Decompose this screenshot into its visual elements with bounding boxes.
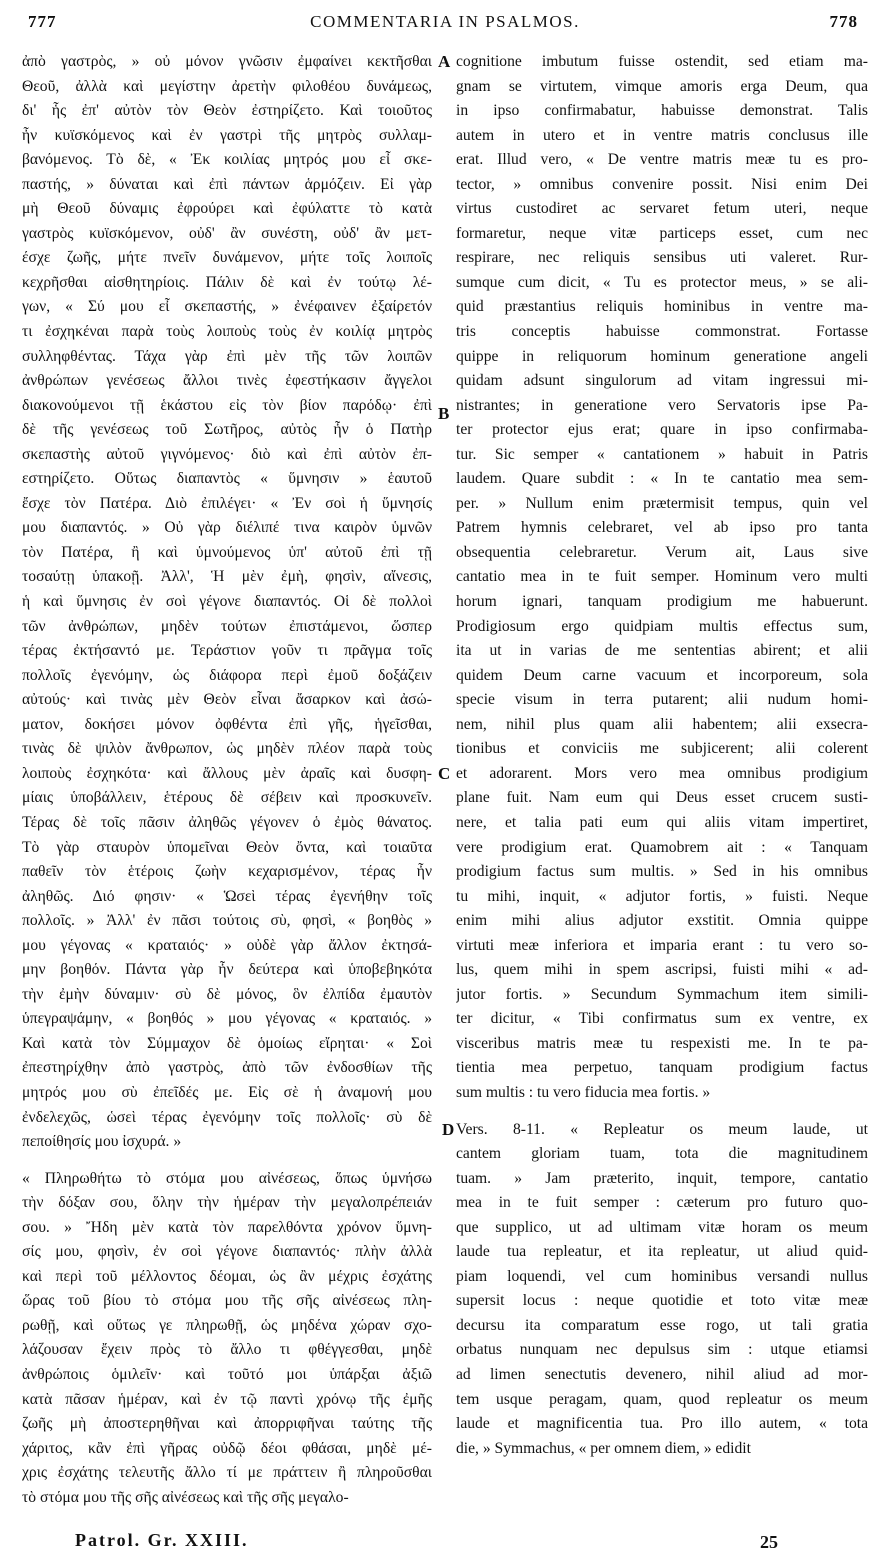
text-line: αὐτούς· καὶ τινὰς μὲν Θεὸν εἶναι ἄσαρκον καὶ ἀσώ- (22, 691, 432, 709)
paragraph-gap (456, 1106, 868, 1118)
text-line: τὴν ἐμὴν δύναμιν· σὺ δὲ μόνος, ὃν ἐλπίδα ἐμαυτὸν (22, 985, 432, 1003)
text-line: laude tua repleatur, et ita repleatur, ut aliud quid- (456, 1243, 868, 1261)
text-line: tris conceptis habuisse commonstrat. Fortasse (456, 323, 868, 341)
text-line: παστής, » δύναται καὶ ἐπὶ πάντων ἁρμόζειν. Εἰ γὰρ (22, 175, 432, 193)
text-line: Prodigiosum ergo quidpiam multis effectus sum, (456, 617, 868, 635)
text-line: specie visum in terra putarent; alii nudum homi- (456, 691, 868, 709)
text-line: δὲ τῆς γενέσεως τοῦ Σωτῆρος, αὐτὸς ἦν ὁ Πατὴρ (22, 421, 432, 439)
text-line: tector, » omnibus convenire possit. Nisi enim Dei (456, 175, 868, 193)
text-line: laudem. Quare subdit : « In te cantatio mea sem- (456, 470, 868, 488)
section-marker-c: C (438, 764, 451, 783)
text-line: τὴν δόξαν σου, ὅλην τὴν ἡμέραν τὴν μεγαλοπρέπειάν (22, 1194, 432, 1212)
text-line: vere prodigium erat. Quamobrem ait : « Tanquam (456, 838, 868, 856)
text-line: Τὸ γὰρ σταυρὸν ὑπομεῖναι Θεὸν ὄντα, καὶ τοιαῦτα (22, 838, 432, 856)
paragraph-gap (22, 1155, 432, 1167)
text-line: quippe in reliquorum hominum generatione angeli (456, 347, 868, 365)
text-line: μητρός μου σὺ ἐπεῖδές με. Εἰς σὲ ἡ ἀναμονή μου (22, 1083, 432, 1101)
running-title: COMMENTARIA IN PSALMOS. (310, 12, 580, 31)
text-line: βανόμενος. Τὸ δὲ, « Ἐκ κοιλίας μητρός μου εἶ σκε- (22, 151, 432, 169)
text-line: χάριτος, κἂν ἐπὶ γῆρας οὐδῷ δέοι φθάσαι, μηδὲ μέ- (22, 1439, 432, 1457)
section-marker-a: A (438, 52, 451, 71)
text-line: ἦν κυϊσκόμενος καὶ ἐν γαστρὶ τῆς μητρὸς συλλαμ- (22, 126, 432, 144)
text-line: Καὶ κατὰ τὸν Σύμμαχον δὲ ὁμοίως εἴρηται· « Σοὶ (22, 1034, 432, 1052)
text-line: χρις ἐσχάτης τελευτῆς ἄλλο τί με πράττειν ἢ πληροῦσθαι (22, 1464, 432, 1482)
text-line: horum ignari, tanquam prodigium me habuerunt. (456, 593, 868, 611)
text-line: jutor fortis. » Secundum Symmachum item simili- (456, 985, 868, 1003)
text-line: tem usque peragam, quam, quod repleatur os meum (456, 1390, 868, 1408)
text-line: ὥρας τοῦ βίου τὸ στόμα μου τῆς σῆς αἰνέσεως πλη- (22, 1292, 432, 1310)
text-line: nere, et talia pati eum qui aliis vitam impertiret, (456, 813, 868, 831)
text-line: gnam se virtutem, vimque amoris erga Deum, qua (456, 77, 868, 95)
text-line: συλληφθέντας. Τάχα γὰρ ἐπὶ μὲν τῆς τῶν λοιπῶν (22, 347, 432, 365)
text-line: cantatio mea in te fuit semper. Hominum vero multi (456, 568, 868, 586)
text-line: virtuti meæ inferiora et imparia erant : tu vero so- (456, 936, 868, 954)
text-line: Τέρας δὲ τοῖς πᾶσιν ἀληθῶς γέγονεν ὁ ἐμὸς θάνατος. (22, 813, 432, 831)
text-line: cantem gloriam tuam, tota die magnitudinem (456, 1145, 868, 1163)
text-line: γων, « Σύ μου εἶ σκεπαστής, » ἐνέφαινεν ἐξαίρετόν (22, 298, 432, 316)
text-line: μου διαπαντός. » Οὐ γὰρ διέλιπέ τινα καιρὸν ὑμνῶν (22, 519, 432, 537)
text-line: in ipso confirmabatur, habuisse demonstrat. Talis (456, 102, 868, 120)
text-line: prodigium factus sum multis. » Sed in his omnibus (456, 863, 868, 881)
page-header (0, 0, 890, 40)
text-line: τῶν ἀνθρώπων, μηδὲν τούτων ἐπιστάμενοι, ὥσπερ (22, 617, 432, 635)
text-line: ἀνθρώποις ὁμιλεῖν· καὶ τοῦτό μοι ὑπάρξαι ἀξιῶ (22, 1365, 432, 1383)
text-line: enim mihi alius adjutor exstitit. Omnia quippe (456, 912, 868, 930)
text-line: quid præstantius reliquis hominibus in ventre ma- (456, 298, 868, 316)
text-line: mea in te fuit semper : cæterum pro futuro quo- (456, 1194, 868, 1212)
text-line: πεποίθησίς μου ἰσχυρά. » (22, 1133, 182, 1151)
text-line: « Πληρωθήτω τὸ στόμα μου αἰνέσεως, ὅπως ὑμνήσω (22, 1169, 432, 1187)
text-line: ad limen senectutis devenero, nihil aliud ad mor- (456, 1365, 868, 1383)
text-line: τι ἐσχηκέναι παρὰ τοὺς λοιποὺς τοὺς ἐν κοιλίᾳ μητρὸς (22, 323, 432, 341)
text-line: lus, quem mihi in spem ascripsi, fuisti mihi « ad- (456, 961, 868, 979)
text-line: εστηρίζετο. Οὕτως διαπαντὸς « ὕμνησιν » ἑαυτοῦ (22, 470, 432, 488)
text-line: ἀνθρώπων γενέσεως ἄλλοι τινὲς ἐφεστήκασιν ἄγγελοι (22, 372, 432, 390)
latin-column (456, 50, 868, 1461)
text-line: Vers. 8-11. « Repleatur os meum laude, ut (456, 1120, 868, 1138)
text-line: tientia mea perpetuo, tanquam prodigium factus (456, 1059, 868, 1077)
text-line: παθεῖν τὸν ἑτέροις ζωὴν κεχαρισμένον, τέρας ἦν (22, 863, 432, 881)
text-line: τὸ στόμα μου τῆς σῆς αἰνέσεως καὶ τῆς σῆς μεγαλο- (22, 1488, 349, 1506)
text-line: quidem Deum carne vacuum et incorporeum, sola (456, 666, 868, 684)
text-line: sumque cum dicit, « Tu es protector meus, » se ali- (456, 273, 868, 291)
text-line: tu mihi, inquit, « adjutor fortis, » fuisti. Neque (456, 887, 868, 905)
text-line: cognitione imbutum fuisse ostendit, sed etiam ma- (456, 53, 868, 70)
text-line: ὑπεγραψάμην, « βοηθός » μου γέγονας « κραταιός. » (22, 1010, 432, 1028)
text-line: decursu ita comparatum esse rogo, ut tali gratia (456, 1316, 868, 1334)
text-line: ita ut in varias de me sententias abirent; et alii (456, 642, 868, 660)
text-line: autem in utero et in ventre matris conclusus ille (456, 126, 868, 144)
text-line: ζωῆς μὴ ἀποστερηθῆναι καὶ ἀπορριφῆναι ταύτης τῆς (22, 1415, 432, 1433)
page-number-right: 778 (829, 12, 858, 31)
text-line: quidam adsunt singulorum ad vitam ingressui mi- (456, 372, 868, 390)
text-line: tur. Sic semper « cantationem » habuit in Patris (456, 445, 868, 463)
text-line: κατὰ πᾶσαν ἡμέραν, καὶ ἐν τῷ παντὶ χρόνῳ τῆς ἐμῆς (22, 1390, 432, 1408)
text-line: nistrantes; in generatione vero Servatoris ipse Pa- (456, 396, 868, 414)
text-line: κεχρῆσθαι αἰσθητηρίοις. Πάλιν δὲ καὶ ἐν τούτῳ λέ- (22, 273, 432, 291)
text-line: διακονούμενοι τῇ ἑκάστου εἰς τὸν βίον παρόδῳ· ἐπὶ (22, 396, 432, 414)
text-line: τὸν Πατέρα, ἢ καὶ ὑμνούμενος ὑπ' αὐτοῦ ἐπὶ τῇ (22, 543, 432, 561)
text-line: obsequentia celebraretur. Verum ait, Laus sive (456, 543, 868, 561)
text-line: respirare, nec reliquis sensibus uti valeret. Rur- (456, 249, 868, 267)
text-line: supersit locus : neque quotidie et toto vitæ meæ (456, 1292, 868, 1310)
text-line: τέρας ἐκτήσαντό με. Τεράστιον γοῦν τι πρᾶγμα τοῖς (22, 642, 432, 660)
text-line: μὴ Θεοῦ δύναμις ἐφρούρει καὶ ἐφύλαττε τὸ κατὰ (22, 200, 432, 218)
greek-column (22, 50, 432, 1510)
text-line: ρωθῇ, καὶ οὕτως γε πληρωθῇ, ὡς μηδένα χώραν σχο- (22, 1316, 432, 1334)
text-line: ter dicitur, « Tibi confirmatus sum ex ventre, ex (456, 1010, 868, 1028)
text-line: virtus custodiret ac servaret fetum uteri, neque (456, 200, 868, 218)
text-line: nem, nihil plus quam alii habentem; alii exsecra- (456, 715, 868, 733)
text-line: γαστρὸς κυϊσκόμενον, οὐδ' ἂν συνέστη, οὐδ' ἂν μετ- (22, 224, 432, 242)
text-line: ματον, δοκήσει μόνον ὀφθέντα ἐπὶ γῆς, ἡγεῖσθαι, (22, 715, 432, 733)
text-line: πολλοῖς ἐγενόμην, ὡς διάφορα περὶ ἐμοῦ δοξάζειν (22, 666, 432, 684)
text-line: per. » Nullum enim prætermisit tempus, quin vel (456, 494, 868, 512)
text-line: σίς μου, φησὶν, ἐν σοὶ γέγονε διαπαντός· πλὴν ἀλλὰ (22, 1243, 432, 1261)
text-line: tuam. » Jam præterito, inquit, tempore, cantatio (456, 1169, 868, 1187)
text-line: καὶ περὶ τοῦ μέλλοντος δέομαι, ὡς ἂν μέχρις ἐσχάτης (22, 1267, 432, 1285)
text-line: sum multis : tu vero fiducia mea fortis. » (456, 1083, 711, 1101)
text-line: τινὰς δὲ ψιλὸν ἄνθρωπον, ὡς μηδὲν πλέον παρὰ τοὺς (22, 740, 432, 758)
text-line: ἡ καὶ ὕμνησις ἐν σοὶ γέγονε διαπαντός. Οἱ δὲ πολλοὶ (22, 593, 432, 611)
text-line: μου γέγονας « κραταιός· » οὐδὲ γὰρ ἄλλον ἐκτησά- (22, 936, 432, 954)
text-line: plane fuit. Nam eum qui Deus esset crucem susti- (456, 789, 868, 807)
text-line: ἀληθῶς. Διό φησιν· « Ὡσεὶ τέρας ἐγενήθην τοῖς (22, 887, 432, 905)
text-line: σκεπαστὴς αὐτοῦ γιγνόμενος· διὸ καὶ ἐπὶ αὐτὸν ἐπ- (22, 445, 432, 463)
text-line: τοσαύτῃ ὑπακοῇ. Ἀλλ', Ἡ μὲν ἐμὴ, φησὶν, αἴνεσις, (22, 568, 432, 586)
text-line: et adorarent. Mors vero mea omnibus prodigium (456, 764, 868, 782)
text-line: Patrem hymnis celebraret, vel ab ipso pro tanta (456, 519, 868, 537)
text-line: έσχε ζωῆς, μήτε πνεῖν δυνάμενον, μήτε τοῖς λοιποῖς (22, 249, 432, 267)
text-line: que supplico, ut ad ultimam vitæ horam os meum (456, 1218, 868, 1236)
text-line: piam loquendi, vel cum hominibus versandi nullus (456, 1267, 868, 1285)
text-line: laude et magnificentia tua. Pro illo autem, « tota (456, 1415, 868, 1433)
text-line: μίαις ὑποβάλλειν, ἑτέρους δὲ σέβειν καὶ προσκυνεῖν. (22, 789, 432, 807)
text-line: λοιποὺς ἐσχηκότα· καὶ ἄλλους μὲν ἀραῖς καὶ δυσφη- (22, 764, 432, 782)
text-line: μην βοηθόν. Πάντα γὰρ ἦν δεύτερα καὶ ὑποβεβηκότα (22, 961, 432, 979)
text-line: δι' ἧς ἐπ' αὐτὸν τὸν Θεὸν ἐστηρίζετο. Καὶ τοιοῦτος (22, 102, 432, 120)
text-line: ἀπὸ γαστρὸς, » οὐ μόνον γνῶσιν ἐμφαίνει κεκτῆσθαι (22, 53, 432, 70)
page-number-left: 777 (28, 12, 57, 31)
text-line: ἐνδελεχῶς, ὡσεὶ τέρας ἐγενόμην τοῖς πολλοῖς· σὺ δὲ (22, 1108, 432, 1126)
text-line: ἐπεστηρίχθην ἀπὸ γαστρὸς, ἀπὸ τῶν ἐνδοσθίων τῆς (22, 1059, 432, 1077)
footer-volume: Patrol. Gr. XXIII. (75, 1530, 249, 1550)
text-line: erat. Illud vero, « De ventre matris meæ tu es pro- (456, 151, 868, 169)
text-line: ter protector ejus erat; quare in ipso confirmaba- (456, 421, 868, 439)
text-line: πολλοῖς. » Ἀλλ' ἐν πᾶσι τούτοις σὺ, φησὶ, « βοηθὸς » (22, 912, 432, 930)
text-line: ἔσχε τὸν Πατέρα. Διὸ ἐπιλέγει· « Ἐν σοὶ ἡ ὕμνησίς (22, 494, 432, 512)
text-line: tionibus et conviciis me subjicerent; alii colerent (456, 740, 868, 758)
text-line: formaretur, neque vitæ particeps esset, cum nec (456, 224, 868, 242)
footer-signature: 25 (760, 1532, 778, 1552)
text-line: σου. » Ἤδη μὲν κατὰ τὸν παρελθόντα χρόνον ὕμνη- (22, 1218, 432, 1236)
text-line: orbatus nunquam nec depulsus sim : utque etiamsi (456, 1341, 868, 1359)
section-marker-b: B (438, 404, 450, 423)
text-line: visceribus matris meæ tu respexisti me. In te pa- (456, 1034, 868, 1052)
text-line: Θεοῦ, ἀλλὰ καὶ μεγίστην ἀρετὴν φιλοθέου δυνάμεως, (22, 77, 432, 95)
section-marker-d: D (442, 1120, 455, 1139)
text-line: λάζουσαν ἔχειν πρὸς τὸ ἄλλο τι φθέγγεσθαι, μηδὲ (22, 1341, 432, 1359)
text-line: die, » Symmachus, « per omnem diem, » edidit (456, 1439, 751, 1457)
